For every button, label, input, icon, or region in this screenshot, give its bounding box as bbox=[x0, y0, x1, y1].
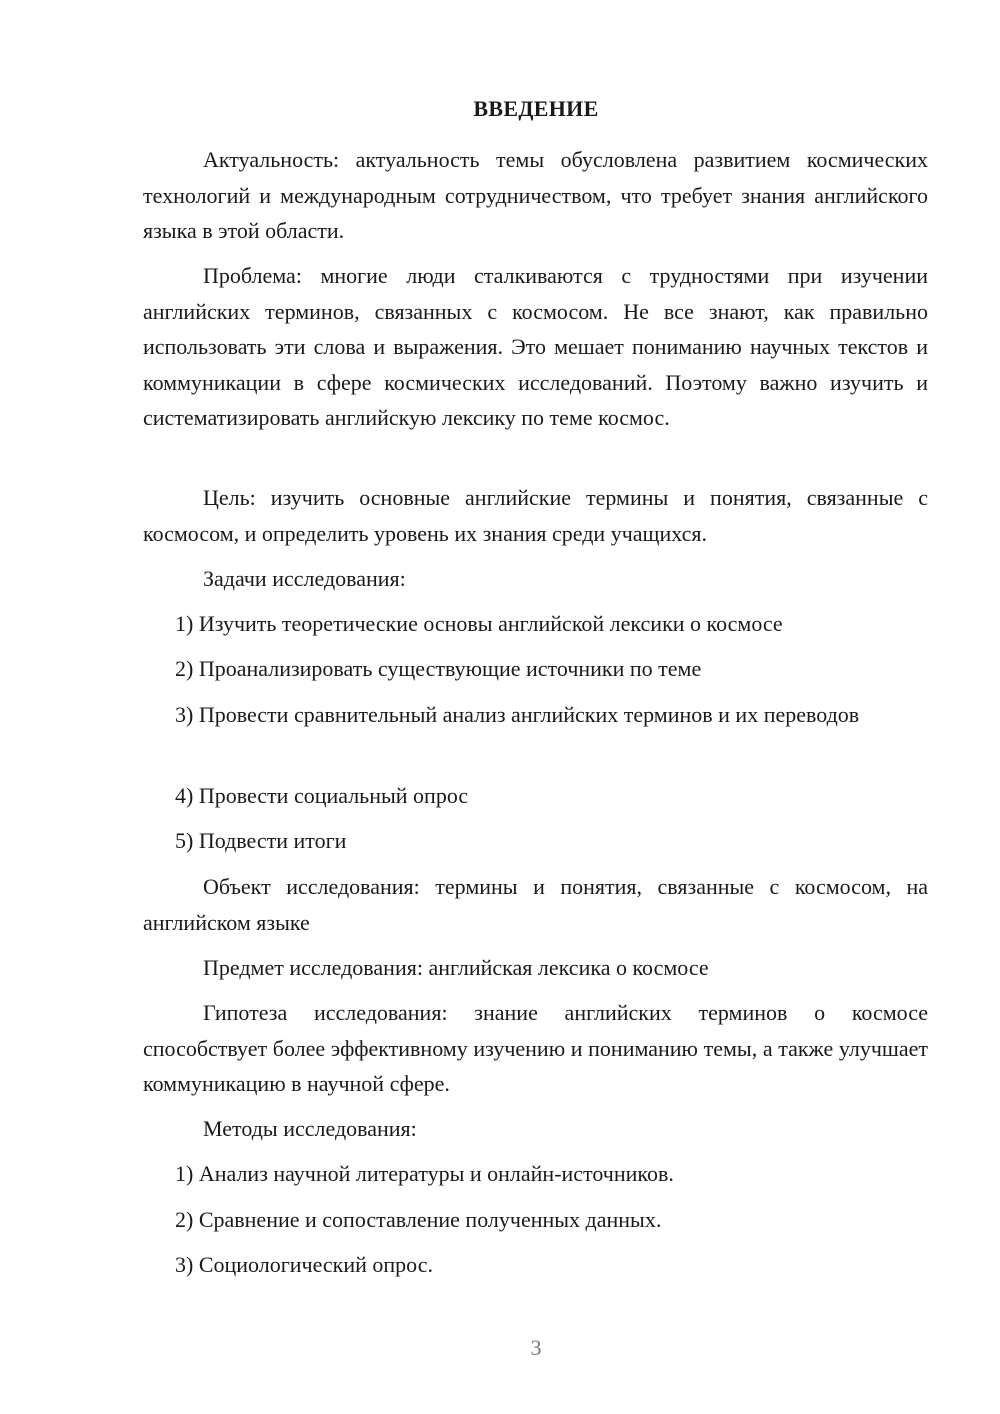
page-number: 3 bbox=[530, 1335, 542, 1360]
section-title: ВВЕДЕНИЕ bbox=[473, 96, 599, 121]
list-item-task-5: 5) Подвести итоги bbox=[175, 828, 347, 853]
paragraph-subject: Предмет исследования: английская лексика о космосе bbox=[203, 955, 709, 980]
paragraph-hypothesis: Гипотеза исследования: знание английских терминов о космосе способствует более эффективному изучению и пониманию темы, а также улучшает коммуникацию в научной сфере. bbox=[143, 1000, 928, 1096]
list-item-task-4: 4) Провести социальный опрос bbox=[175, 783, 469, 808]
list-item-method-2: 2) Сравнение и сопоставление полученных данных. bbox=[175, 1207, 662, 1232]
paragraph-object: Объект исследования: термины и понятия, связанные с космосом, на английском языке bbox=[143, 874, 928, 935]
paragraph-goal: Цель: изучить основные английские термины и понятия, связанные с космосом, и определить уровень их знания среди учащихся. bbox=[143, 485, 928, 546]
list-item-task-2: 2) Проанализировать существующие источники по теме bbox=[175, 656, 702, 681]
paragraph-methods-heading: Методы исследования: bbox=[203, 1116, 417, 1141]
paragraph-tasks-heading: Задачи исследования: bbox=[203, 566, 406, 591]
list-item-task-1: 1) Изучить теоретические основы английской лексики о космосе bbox=[175, 611, 783, 636]
paragraph-relevance: Актуальность: актуальность темы обусловлена развитием космических технологий и международным сотрудничеством, что требует знания английского языка в этой области. bbox=[143, 147, 928, 243]
list-item-task-3: 3) Провести сравнительный анализ английских терминов и их переводов bbox=[175, 702, 860, 727]
paragraph-problem: Проблема: многие люди сталкиваются с трудностями при изучении английских терминов, связанных с космосом. Не все знают, как правильно использовать эти слова и выражения. Это мешает пониманию научных текстов и коммуникации в сфере космических исследований. Поэтому важно изучить и систематизировать английскую лексику по теме космос. bbox=[143, 263, 928, 430]
list-item-method-1: 1) Анализ научной литературы и онлайн-источников. bbox=[175, 1161, 674, 1186]
list-item-method-3: 3) Социологический опрос. bbox=[175, 1252, 433, 1277]
